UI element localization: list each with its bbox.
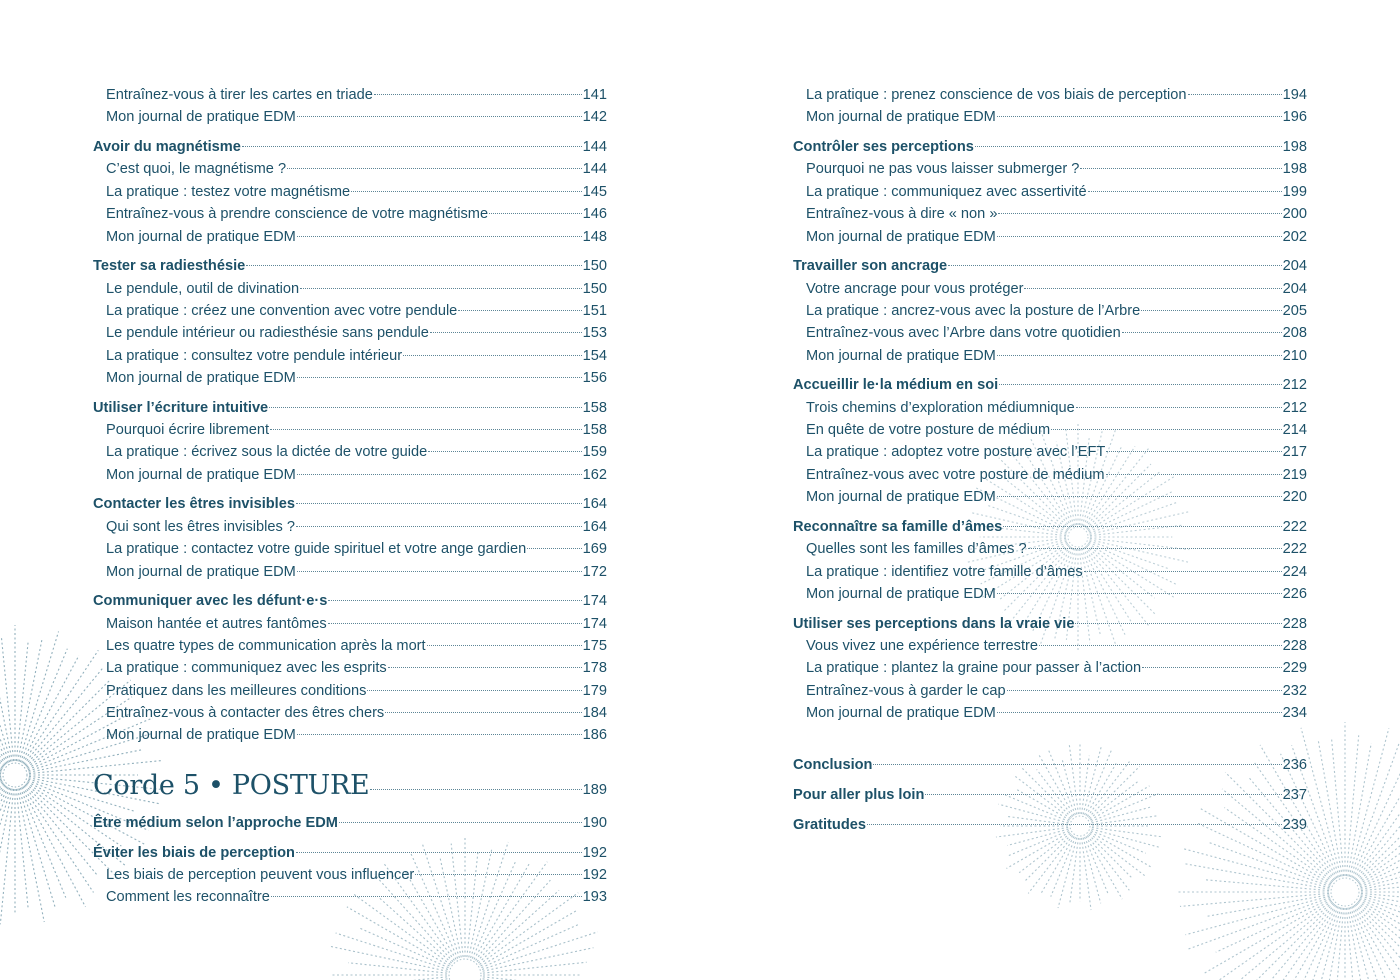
dot-leader (370, 789, 581, 790)
dot-leader (271, 896, 582, 897)
toc-entry-title: Mon journal de pratique EDM (806, 489, 996, 506)
toc-entry-title: Mon journal de pratique EDM (106, 370, 296, 387)
toc-page-number: 196 (1282, 109, 1307, 126)
dot-leader (998, 213, 1281, 214)
toc-subentry[interactable] (793, 419, 1307, 441)
toc-subentry[interactable] (93, 441, 607, 463)
toc-page-number: 158 (582, 399, 607, 416)
dot-leader (1188, 94, 1282, 95)
toc-subentry[interactable] (793, 106, 1307, 128)
toc-section-heading[interactable] (93, 842, 607, 864)
toc-entry-title: Les biais de perception peuvent vous influencer (106, 867, 415, 884)
toc-subentry[interactable] (93, 538, 607, 560)
toc-entry-title: Pour aller plus loin (793, 787, 925, 804)
toc-page-number: 186 (582, 727, 607, 744)
toc-subentry[interactable] (793, 158, 1307, 180)
dot-leader (403, 355, 582, 356)
toc-entry-title: Entraînez-vous à dire « non » (806, 206, 998, 223)
toc-entry-title: Quelles sont les familles d’âmes ? (806, 541, 1027, 558)
toc-entry-title: Mon journal de pratique EDM (806, 228, 996, 245)
toc-page-number: 199 (1282, 183, 1307, 200)
dot-leader (997, 355, 1282, 356)
toc-left-column (93, 84, 607, 909)
dot-leader (328, 623, 582, 624)
dot-leader (975, 146, 1282, 147)
toc-entry-title: La pratique : plantez la graine pour passer à l’action (806, 660, 1142, 677)
toc-page-number: 212 (1282, 399, 1307, 416)
dot-leader (997, 116, 1282, 117)
toc-entry-title: Le pendule intérieur ou radiesthésie sans pendule (106, 325, 429, 342)
toc-subentry[interactable] (793, 203, 1307, 225)
toc-subentry[interactable] (793, 441, 1307, 463)
toc-subentry[interactable] (93, 724, 607, 746)
dot-leader (300, 288, 582, 289)
dot-leader (458, 310, 581, 311)
toc-page-number: 158 (582, 422, 607, 439)
dot-leader (997, 236, 1282, 237)
toc-entry-title: Le pendule, outil de divination (106, 280, 300, 297)
toc-page-number: 198 (1282, 161, 1307, 178)
toc-section-heading[interactable] (793, 754, 1307, 776)
toc-page-number: 219 (1282, 466, 1307, 483)
toc-entry-title: Utiliser l’écriture intuitive (93, 399, 269, 416)
toc-page-number: 150 (582, 258, 607, 275)
toc-subentry[interactable] (93, 516, 607, 538)
toc-section-heading[interactable] (93, 493, 607, 515)
toc-page-number: 212 (1282, 377, 1307, 394)
toc-page-number: 148 (582, 228, 607, 245)
dot-leader (427, 645, 582, 646)
dot-leader (297, 571, 582, 572)
dot-leader (388, 667, 582, 668)
toc-page-number: 192 (582, 844, 607, 861)
toc-page-number: 234 (1282, 705, 1307, 722)
toc-page-number: 156 (582, 370, 607, 387)
toc-entry-title: Gratitudes (793, 816, 866, 833)
toc-subentry[interactable] (93, 561, 607, 583)
toc-page-number: 237 (1282, 787, 1307, 804)
toc-entry-title: Entraînez-vous à prendre conscience de votre magnétisme (106, 206, 489, 223)
toc-entry-title: Utiliser ses perceptions dans la vraie vie (793, 615, 1075, 632)
toc-page-number: 154 (582, 347, 607, 364)
toc-entry-title: Trois chemins d’exploration médiumnique (806, 399, 1075, 416)
toc-entry-title: Mon journal de pratique EDM (806, 705, 996, 722)
dot-leader (489, 213, 582, 214)
dot-leader (296, 852, 582, 853)
dot-leader (428, 451, 581, 452)
dot-leader (269, 407, 581, 408)
toc-subentry[interactable] (93, 864, 607, 886)
dot-leader (374, 94, 582, 95)
toc-page-number: 229 (1282, 660, 1307, 677)
toc-subentry[interactable] (93, 886, 607, 908)
toc-page-number: 178 (582, 660, 607, 677)
dot-leader (867, 824, 1282, 825)
dot-leader (297, 377, 582, 378)
toc-subentry[interactable] (93, 300, 607, 322)
toc-page-number: 189 (582, 781, 607, 798)
toc-entry-title: Reconnaître sa famille d’âmes (793, 518, 1003, 535)
toc-page-number: 198 (1282, 138, 1307, 155)
toc-page-number: 142 (582, 109, 607, 126)
toc-entry-title: Mon journal de pratique EDM (806, 585, 996, 602)
toc-entry-title: Votre ancrage pour vous protéger (806, 280, 1024, 297)
toc-subentry[interactable] (793, 278, 1307, 300)
toc-entry-title: Être médium selon l’approche EDM (93, 815, 338, 832)
dot-leader (997, 593, 1282, 594)
toc-entry-title: Mon journal de pratique EDM (806, 109, 996, 126)
toc-section-heading[interactable] (93, 255, 607, 277)
toc-subentry[interactable] (793, 538, 1307, 560)
toc-subentry[interactable] (793, 583, 1307, 605)
dot-leader (297, 474, 582, 475)
toc-page-number: 151 (582, 302, 607, 319)
dot-leader (948, 265, 1282, 266)
toc-entry-title: Contacter les êtres invisibles (93, 496, 295, 513)
toc-page-number: 202 (1282, 228, 1307, 245)
toc-entry-title: Comment les reconnaître (106, 889, 270, 906)
dot-leader (873, 764, 1281, 765)
toc-entry-title: Pourquoi ne pas vous laisser submerger ? (806, 161, 1080, 178)
toc-entry-title: Avoir du magnétisme (93, 138, 241, 155)
toc-entry-title: La pratique : ancrez-vous avec la posture de l’Arbre (806, 302, 1141, 319)
toc-entry-title: Tester sa radiesthésie (93, 258, 246, 275)
toc-subentry[interactable] (793, 181, 1307, 203)
toc-page-number: 144 (582, 161, 607, 178)
toc-page-number: 204 (1282, 280, 1307, 297)
toc-page-number: 164 (582, 496, 607, 513)
toc-page-number: 228 (1282, 615, 1307, 632)
dot-leader (270, 429, 582, 430)
toc-entry-title: Mon journal de pratique EDM (106, 228, 296, 245)
toc-subentry[interactable] (793, 345, 1307, 367)
toc-subentry[interactable] (93, 226, 607, 248)
toc-subentry[interactable] (93, 419, 607, 441)
toc-subentry[interactable] (93, 657, 607, 679)
toc-page-number: 172 (582, 563, 607, 580)
toc-subentry[interactable] (793, 226, 1307, 248)
dot-leader (1084, 571, 1282, 572)
dot-leader (339, 822, 582, 823)
toc-entry-title: Mon journal de pratique EDM (106, 109, 296, 126)
toc-subentry[interactable] (93, 181, 607, 203)
toc-subentry[interactable] (793, 657, 1307, 679)
toc-page-number: 232 (1282, 682, 1307, 699)
toc-entry-title: Mon journal de pratique EDM (106, 727, 296, 744)
toc-subentry[interactable] (793, 680, 1307, 702)
dot-leader (997, 496, 1282, 497)
toc-subentry[interactable] (793, 464, 1307, 486)
dot-leader (242, 146, 582, 147)
toc-section-heading[interactable] (93, 590, 607, 612)
dot-leader (1051, 429, 1281, 430)
dot-leader (1088, 191, 1282, 192)
dot-leader (1075, 623, 1281, 624)
dot-leader (328, 600, 581, 601)
toc-page-number: 145 (582, 183, 607, 200)
dot-leader (297, 236, 582, 237)
toc-page-number: 222 (1282, 541, 1307, 558)
toc-subentry[interactable] (93, 345, 607, 367)
toc-page-number: 193 (582, 889, 607, 906)
dot-leader (287, 168, 582, 169)
toc-page-number: 184 (582, 705, 607, 722)
toc-subentry[interactable] (93, 322, 607, 344)
toc-subentry[interactable] (93, 680, 607, 702)
toc-page-number: 179 (582, 682, 607, 699)
toc-page-number: 208 (1282, 325, 1307, 342)
toc-page-number: 200 (1282, 206, 1307, 223)
dot-leader (1007, 690, 1282, 691)
toc-page-number: 162 (582, 466, 607, 483)
dot-leader (1080, 168, 1281, 169)
toc-entry-title: Entraînez-vous avec votre posture de médium (806, 466, 1105, 483)
toc-page-number: 141 (582, 87, 607, 103)
toc-entry-title: Mon journal de pratique EDM (806, 347, 996, 364)
toc-entry-title: La pratique : identifiez votre famille d’âmes (806, 563, 1083, 580)
dot-leader (1024, 288, 1281, 289)
toc-section-heading[interactable] (93, 397, 607, 419)
toc-subentry[interactable] (93, 106, 607, 128)
toc-subentry[interactable] (793, 561, 1307, 583)
toc-section-heading[interactable] (793, 784, 1307, 806)
toc-subentry[interactable] (793, 486, 1307, 508)
toc-page-number: 194 (1282, 87, 1307, 103)
dot-leader (1142, 667, 1282, 668)
dot-leader (297, 116, 582, 117)
dot-leader (385, 712, 581, 713)
toc-subentry[interactable] (793, 635, 1307, 657)
toc-entry-title: Conclusion (793, 757, 873, 774)
toc-section-heading[interactable] (793, 136, 1307, 158)
toc-page-number: 210 (1282, 347, 1307, 364)
toc-page-number: 164 (582, 518, 607, 535)
toc-entry-title: La pratique : écrivez sous la dictée de votre guide (106, 444, 428, 461)
toc-page-number: 144 (582, 138, 607, 155)
toc-entry-title: Entraînez-vous à tirer les cartes en triade (106, 87, 373, 103)
dot-leader (297, 734, 582, 735)
dot-leader (415, 874, 581, 875)
toc-part-heading[interactable] (93, 767, 607, 805)
dot-leader (296, 503, 582, 504)
toc-page-number: 169 (582, 541, 607, 558)
toc-entry-title: La pratique : communiquez avec les esprits (106, 660, 387, 677)
toc-page-number: 217 (1282, 444, 1307, 461)
toc-entry-title: Pratiquez dans les meilleures conditions (106, 682, 367, 699)
toc-entry-title: La pratique : consultez votre pendule intérieur (106, 347, 403, 364)
toc-section-heading[interactable] (793, 613, 1307, 635)
toc-page-number: 175 (582, 637, 607, 654)
toc-entry-title: Entraînez-vous avec l’Arbre dans votre quotidien (806, 325, 1121, 342)
toc-subentry[interactable] (793, 702, 1307, 724)
dot-leader (527, 548, 581, 549)
dot-leader (1039, 645, 1282, 646)
dot-leader (925, 794, 1281, 795)
dot-leader (430, 332, 582, 333)
toc-entry-title: Travailler son ancrage (793, 258, 948, 275)
toc-page-number: 236 (1282, 757, 1307, 774)
toc-entry-title: La pratique : prenez conscience de vos biais de perception (806, 87, 1187, 103)
toc-subentry[interactable] (793, 397, 1307, 419)
toc-entry-title: Éviter les biais de perception (93, 844, 295, 861)
toc-entry-title: Accueillir le·la médium en soi (793, 377, 999, 394)
dot-leader (1106, 451, 1281, 452)
toc-entry-title: Entraînez-vous à contacter des êtres chers (106, 705, 385, 722)
dot-leader (367, 690, 581, 691)
toc-page-number: 222 (1282, 518, 1307, 535)
dot-leader (999, 384, 1281, 385)
toc-page-number: 153 (582, 325, 607, 342)
dot-leader (296, 526, 582, 527)
dot-leader (1106, 474, 1282, 475)
toc-entry-title: Corde 5 • POSTURE (93, 769, 370, 801)
dot-leader (1076, 407, 1282, 408)
toc-page-number: 204 (1282, 258, 1307, 275)
toc-subentry[interactable] (93, 635, 607, 657)
toc-section-heading[interactable] (793, 814, 1307, 836)
toc-page-number: 239 (1282, 816, 1307, 833)
toc-page-number: 190 (582, 815, 607, 832)
toc-page-number: 224 (1282, 563, 1307, 580)
toc-subentry[interactable] (93, 702, 607, 724)
toc-entry-title: Mon journal de pratique EDM (106, 563, 296, 580)
toc-section-heading[interactable] (93, 812, 607, 834)
toc-entry-title: Les quatre types de communication après la mort (106, 637, 426, 654)
dot-leader (1141, 310, 1281, 311)
toc-subentry[interactable] (793, 300, 1307, 322)
toc-page-number: 192 (582, 867, 607, 884)
toc-subentry[interactable] (93, 158, 607, 180)
toc-subentry[interactable] (793, 322, 1307, 344)
toc-page-number: 205 (1282, 302, 1307, 319)
toc-right-column (793, 84, 1307, 836)
toc-entry-title: Maison hantée et autres fantômes (106, 615, 327, 632)
toc-subentry[interactable] (93, 203, 607, 225)
toc-entry-title: Pourquoi écrire librement (106, 422, 270, 439)
toc-page-number: 146 (582, 206, 607, 223)
toc-entry-title: C’est quoi, le magnétisme ? (106, 161, 287, 178)
toc-entry-title: En quête de votre posture de médium (806, 422, 1051, 439)
toc-entry-title: La pratique : contactez votre guide spirituel et votre ange gardien (106, 541, 527, 558)
toc-entry-title: La pratique : adoptez votre posture avec l’EFT (806, 444, 1106, 461)
toc-subentry[interactable] (93, 464, 607, 486)
dot-leader (1003, 526, 1281, 527)
toc-page-number: 174 (582, 593, 607, 610)
dot-leader (997, 712, 1282, 713)
toc-subentry[interactable] (793, 84, 1307, 106)
dot-leader (1122, 332, 1282, 333)
toc-page-number: 214 (1282, 422, 1307, 439)
toc-entry-title: Qui sont les êtres invisibles ? (106, 518, 295, 535)
toc-subentry[interactable] (93, 613, 607, 635)
toc-entry-title: Mon journal de pratique EDM (106, 466, 296, 483)
toc-entry-title: Vous vivez une expérience terrestre (806, 637, 1039, 654)
dot-leader (1028, 548, 1282, 549)
toc-page-number: 226 (1282, 585, 1307, 602)
toc-subentry[interactable] (93, 278, 607, 300)
toc-section-heading[interactable] (93, 136, 607, 158)
toc-entry-title: La pratique : créez une convention avec votre pendule (106, 302, 458, 319)
toc-page-number: 228 (1282, 637, 1307, 654)
dot-leader (246, 265, 581, 266)
toc-section-heading[interactable] (793, 255, 1307, 277)
toc-subentry[interactable] (93, 84, 607, 106)
toc-page-number: 159 (582, 444, 607, 461)
toc-entry-title: La pratique : testez votre magnétisme (106, 183, 351, 200)
toc-page-number: 150 (582, 280, 607, 297)
toc-page-number: 174 (582, 615, 607, 632)
toc-entry-title: Contrôler ses perceptions (793, 138, 974, 155)
toc-entry-title: La pratique : communiquez avec assertivité (806, 183, 1087, 200)
dot-leader (351, 191, 581, 192)
toc-section-heading[interactable] (793, 516, 1307, 538)
toc-section-heading[interactable] (793, 374, 1307, 396)
toc-entry-title: Entraînez-vous à garder le cap (806, 682, 1006, 699)
toc-entry-title: Communiquer avec les défunt·e·s (93, 593, 328, 610)
toc-subentry[interactable] (93, 367, 607, 389)
toc-page-number: 220 (1282, 489, 1307, 506)
